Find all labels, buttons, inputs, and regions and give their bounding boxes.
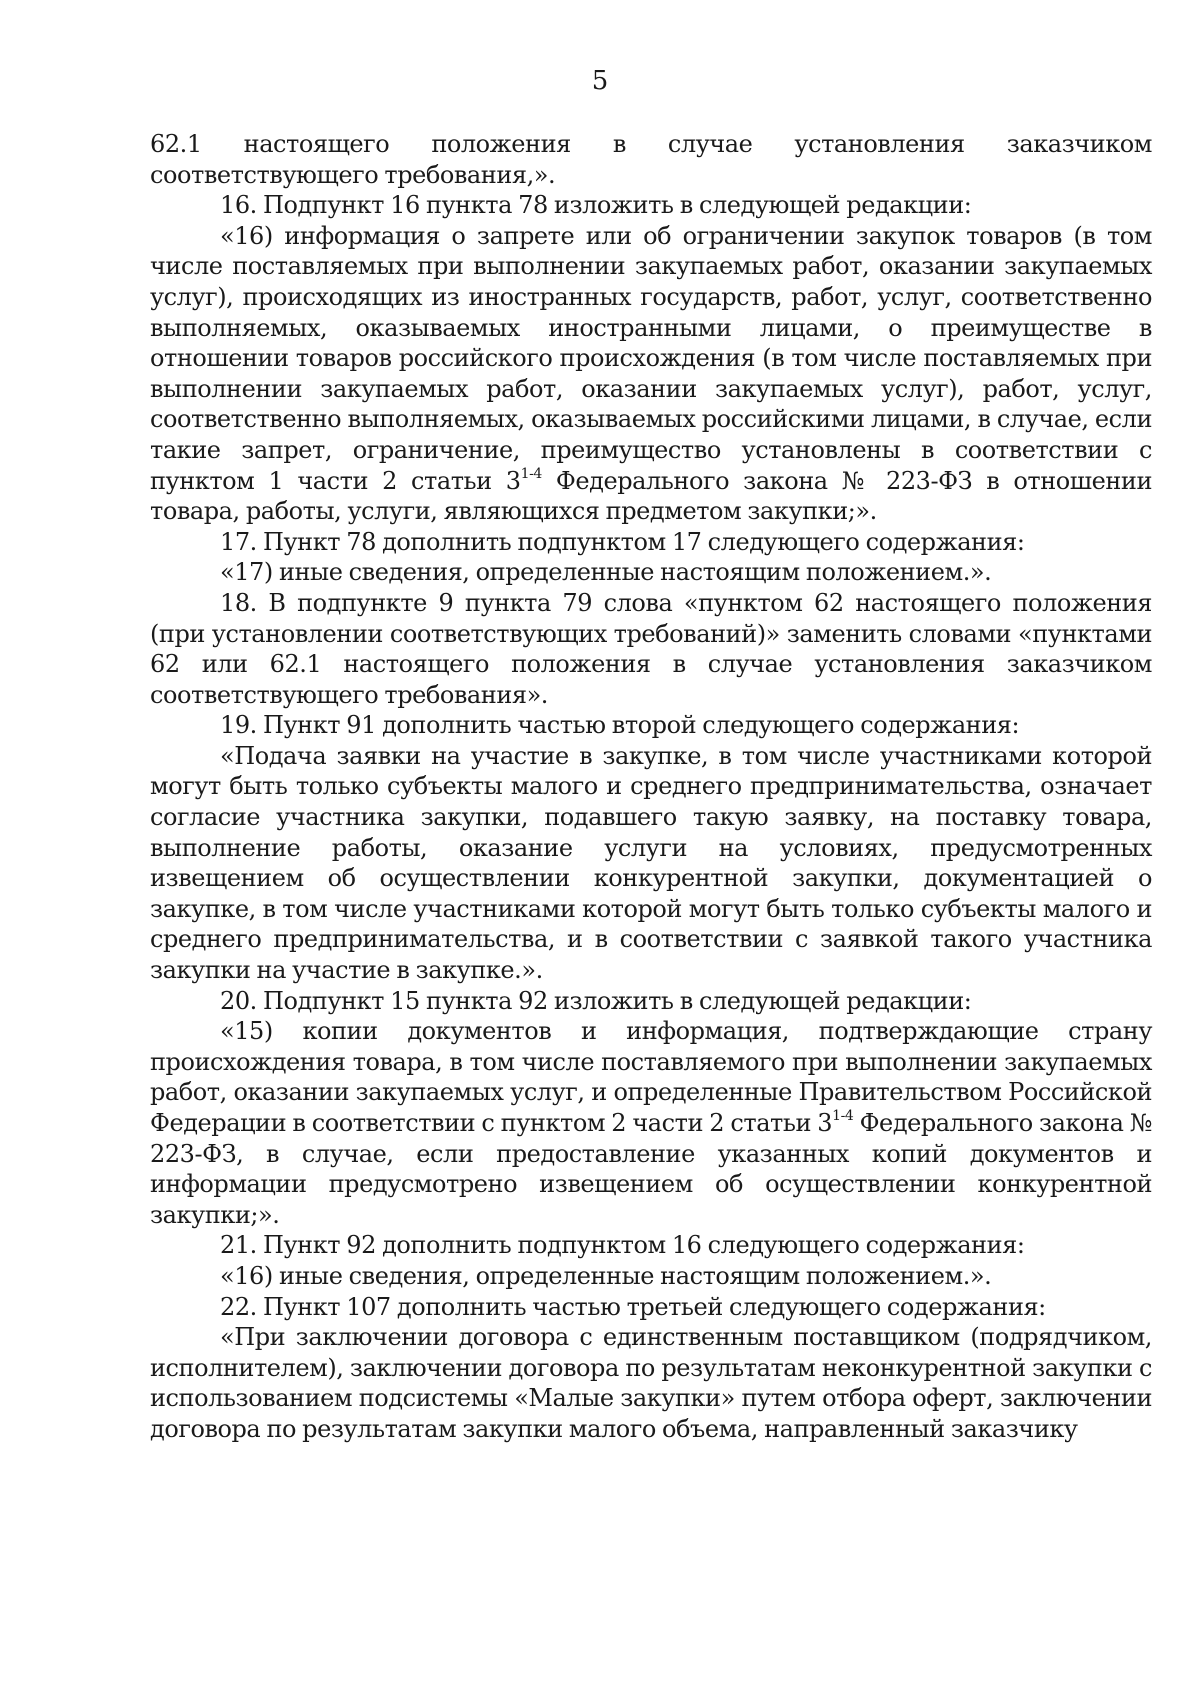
paragraph-item-19: 19. Пункт 91 дополнить частью второй следующего содержания:	[220, 711, 1020, 740]
paragraph-text-part: «16) информация о запрете или об ограничении закупок товаров (в том числе поставляемых при выполнении закупаемых работ, оказании закупаемых услуг), происходящих из иностранных государств, работ, услуг, соответственно выполняемых, оказываемых иностранными лицами, о преимуществе в отношении товаров российского происхождения (в том числе поставляемых при выполнении закупаемых работ, оказании закупаемых услуг), работ, услуг, соответственно выполняемых, оказываемых российскими лицами, в случае, если такие запрет, ограничение, преимущество установлены в соответствии с пунктом 1 части 2 статьи 3	[150, 221, 1152, 495]
paragraph-text-part: Федерального закона № 223-ФЗ, в случае, если предоставление указанных копий документов и информации предусмотрено извещением об осуществлении конкурентной закупки;».	[150, 1109, 1152, 1229]
paragraph-item-19-text: «Подача заявки на участие в закупке, в том числе участниками которой могут быть только субъекты малого и среднего предпринимательства, означает согласие участника закупки, подавшего такую заявку, на поставку товара, выполнение работы, оказание услуги на условиях, предусмотренных извещением об осуществлении конкурентной закупки, документацией о закупке, в том числе участниками которой могут быть только субъекты малого и среднего предпринимательства, и в соответствии с заявкой такого участника закупки на участие в закупке.».	[150, 741, 1152, 985]
paragraph-continuation: 62.1 настоящего положения в случае установления заказчиком соответствующего требования,».	[150, 130, 1152, 189]
paragraph-subitem-16-text	[150, 221, 1152, 527]
paragraph-item-22: 22. Пункт 107 дополнить частью третьей следующего содержания:	[220, 1292, 1046, 1321]
superscript: 1-4	[832, 1108, 854, 1124]
paragraph-item-18: 18. В подпункте 9 пункта 79 слова «пунктом 62 настоящего положения (при установлении соответствующих требований)» заменить словами «пунктами 62 или 62.1 настоящего положения в случае установления заказчиком соответствующего требования».	[150, 588, 1152, 709]
paragraph-text-part: «15) копии документов и информация, подтверждающие страну происхождения товара, в том числе поставляемого при выполнении закупаемых работ, оказании закупаемых услуг, и определенные Правительством Российской Федерации в соответствии с пунктом 2 части 2 статьи 3	[150, 1017, 1152, 1137]
paragraph-item-17: 17. Пункт 78 дополнить подпунктом 17 следующего содержания:	[220, 527, 1025, 556]
paragraph-item-21: 21. Пункт 92 дополнить подпунктом 16 следующего содержания:	[220, 1231, 1025, 1260]
paragraph-item-16: 16. Подпункт 16 пункта 78 изложить в следующей редакции:	[220, 191, 972, 220]
superscript: 1-4	[520, 465, 542, 482]
page-number: 5	[591, 66, 609, 96]
document-body	[150, 129, 1152, 1445]
paragraph-subitem-16b-text: «16) иные сведения, определенные настоящим положением.».	[220, 1261, 992, 1290]
paragraph-subitem-17-text: «17) иные сведения, определенные настоящим положением.».	[220, 558, 992, 587]
paragraph-item-20: 20. Подпункт 15 пункта 92 изложить в следующей редакции:	[220, 986, 972, 1015]
paragraph-item-22-text: «При заключении договора с единственным поставщиком (подрядчиком, исполнителем), заключении договора по результатам неконкурентной закупки с использованием подсистемы «Малые закупки» путем отбора оферт, заключении договора по результатам закупки малого объема, направленный заказчику	[150, 1323, 1152, 1443]
paragraph-subitem-15-text	[150, 1016, 1152, 1230]
paragraph-text-part: Федерального закона № 223-ФЗ в отношении товара, работы, услуги, являющихся предметом закупки;».	[150, 466, 1152, 526]
